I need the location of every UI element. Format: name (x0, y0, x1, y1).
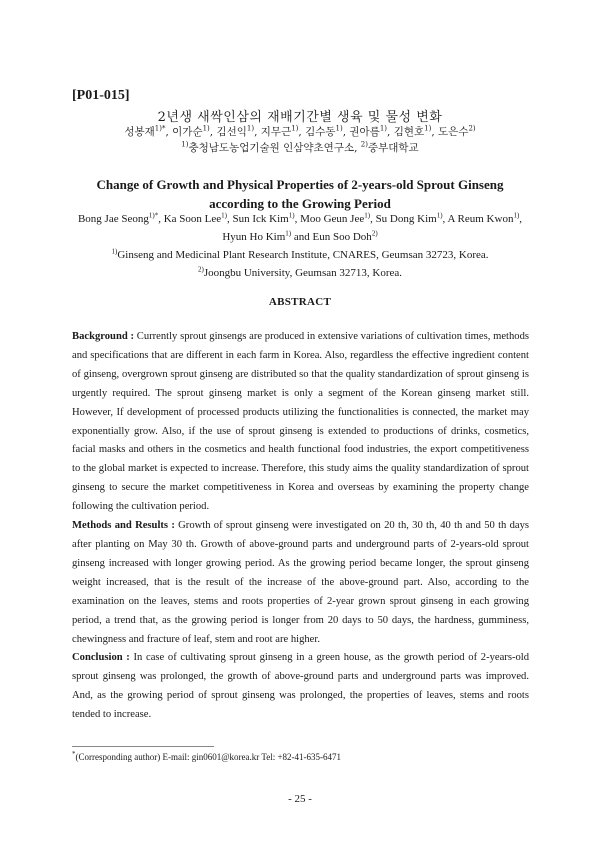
author-sup: 1) (513, 211, 520, 220)
affil-sup: 1) (111, 247, 118, 256)
section-text: Currently sprout ginsengs are produced in extensive variations of cultivation times, methods and specifications that are different in each farm in Korea. Also, regardless the effective ingredient content of ginseng, overgrown sprout ginseng are distributed so that the quality standardization of sprout ginseng is urgently required. The sprout ginseng market is only a segment of the Korean ginseng market still. However, If development of processed products utilizing the functionalities is connected, the market may exponentially grow. Also, if the use of sprout ginseng is extended to productions of drinks, cosmetics, facial masks and others in the cosmetics and health functional food industries, the export competitiveness to the global market is expected to increase. Therefore, this study aims the quality standardization of sprout ginseng to secure the market competitiveness in Korea and overseas by examining the property change following the cultivation period. (72, 331, 529, 513)
author-name: A Reum Kwon (447, 213, 514, 225)
footnote-text: (Corresponding author) E-mail: gin0601@korea.kr Tel: +82-41-635-6471 (75, 752, 342, 762)
author-sup: 1)* (148, 211, 159, 220)
author-sup: 2) (468, 124, 476, 133)
author-name: 지무근 (260, 126, 292, 138)
korean-authors: 성봉재$^{1)*}$, 이가순$^{1)}$, 김선익$^{1)}$, 지무근$^{1)}$, 김수동$^{1)}$, 권아름$^{1)}$, 김현호$^{1)}$, 도은수$^{2)}$ (124, 124, 476, 138)
section-label: Methods and Results : (72, 520, 175, 532)
author-sup: 1) (436, 211, 443, 220)
footnote-sup: * (72, 750, 76, 758)
author-sup: 1) (335, 124, 343, 133)
author-sup: 1)* (154, 124, 166, 133)
english-title-line-1: Change of Growth and Physical Properties of 2-years-old Sprout Ginseng (96, 177, 504, 192)
author-sup: 1) (291, 124, 299, 133)
author-name: Sun Ick Kim (232, 213, 289, 225)
english-title-line-2: according to the Growing Period (209, 196, 391, 211)
author-name: Eun Soo Doh (312, 231, 372, 243)
section-text: Growth of sprout ginseng were investigated on 20 th, 30 th, 40 th and 50 th days after planting on May 30 th. Growth of above-ground parts and underground parts of 2-years-old sprout ginseng increased with longer growing period. As the growing period became longer, the sprout ginseng weight increased, that is the result of the increase of the above-ground part. Also, according to the examination on the leaves, stems and roots properties of 2-year grown sprout ginseng in each growing period, a trend that, as the growing period is longer from 20 days to 50 days, the hardness, gumminess, chewingness and fracture of leaf, stem and root are higher. (72, 520, 530, 645)
author-name: Hyun Ho Kim (222, 231, 286, 243)
abstract-background (72, 328, 529, 517)
author-name: 김수동 (305, 126, 336, 138)
author-sup: 1) (364, 211, 371, 220)
author-name: 이가순 (172, 126, 203, 138)
author-name: 권아름 (349, 126, 380, 138)
english-authors: Bong Jae Seong$^{1)*}$, Ka Soon Lee$^{1)}$, Sun Ick Kim$^{1)}$, Moo Geun Jee$^{1)}$, Su Dong Kim$^{1)}$, A Reum Kwon$^{1)}$, Hyun Ho Kim$^{1)}$ and Eun Soo Doh$^{2)}$ (77, 211, 523, 243)
affil-text: 중부대학교 (367, 142, 419, 154)
author-sup: 1) (379, 124, 388, 133)
affil-sup: 2) (360, 140, 368, 149)
abstract-body (72, 328, 529, 725)
affil-text: 충청남도농업기술원 인삼약초연구소 (188, 142, 355, 154)
affil-sup: 2) (197, 265, 204, 274)
author-sup: 1) (285, 229, 292, 238)
footnote-divider (72, 746, 214, 747)
author-name: Moo Geun Jee (300, 213, 365, 225)
author-name: Su Dong Kim (375, 213, 437, 225)
abstract-heading: ABSTRACT (268, 296, 332, 308)
author-name: Ka Soon Lee (163, 213, 222, 225)
section-text: In case of cultivating sprout ginseng in a green house, as the growth period of 2-years-old sprout ginseng was prolonged, the growth of above-ground parts and underground parts was improved. And, as the growing period of sprout ginseng was prolonged, the properties of leaves, stems and roots tended to increase. (72, 652, 530, 721)
section-label: Conclusion : (72, 652, 130, 664)
abstract-conclusion (72, 649, 529, 725)
footnote (72, 752, 341, 762)
abstract-methods-results (72, 517, 529, 649)
author-sup: 1) (288, 211, 295, 220)
author-sup: 1) (221, 211, 227, 220)
affil-text: Joongbu University, Geumsan 32713, Korea. (203, 267, 402, 279)
affil-text: Ginseng and Medicinal Plant Research Institute, CNARES, Geumsan 32723, Korea. (117, 249, 489, 261)
author-sup: 1) (202, 124, 210, 133)
affil-sup: 1) (181, 140, 189, 149)
author-sup: 2) (371, 229, 378, 238)
author-name: 김현호 (393, 126, 425, 138)
author-name: 도은수 (438, 126, 469, 138)
affiliation-1 (70, 246, 530, 264)
author-sup: 1) (246, 124, 255, 133)
affiliation-2 (70, 264, 530, 282)
author-name: 성봉재 (124, 126, 155, 138)
korean-affiliations: $^{1)}$충청남도농업기술원 인삼약초연구소, $^{2)}$중부대학교 (181, 140, 419, 154)
korean-title: 2년생 새싹인삼의 재배기간별 생육 및 물성 변화 (157, 110, 443, 125)
author-name: Bong Jae Seong (77, 213, 149, 225)
poster-code: [P01-015] (72, 88, 130, 103)
page-number: - 25 - (288, 793, 312, 805)
author-sup: 1) (424, 124, 432, 133)
author-name: 김선익 (216, 126, 247, 138)
section-label: Background : (72, 331, 134, 342)
english-affiliations (70, 246, 530, 282)
english-title (60, 175, 540, 213)
